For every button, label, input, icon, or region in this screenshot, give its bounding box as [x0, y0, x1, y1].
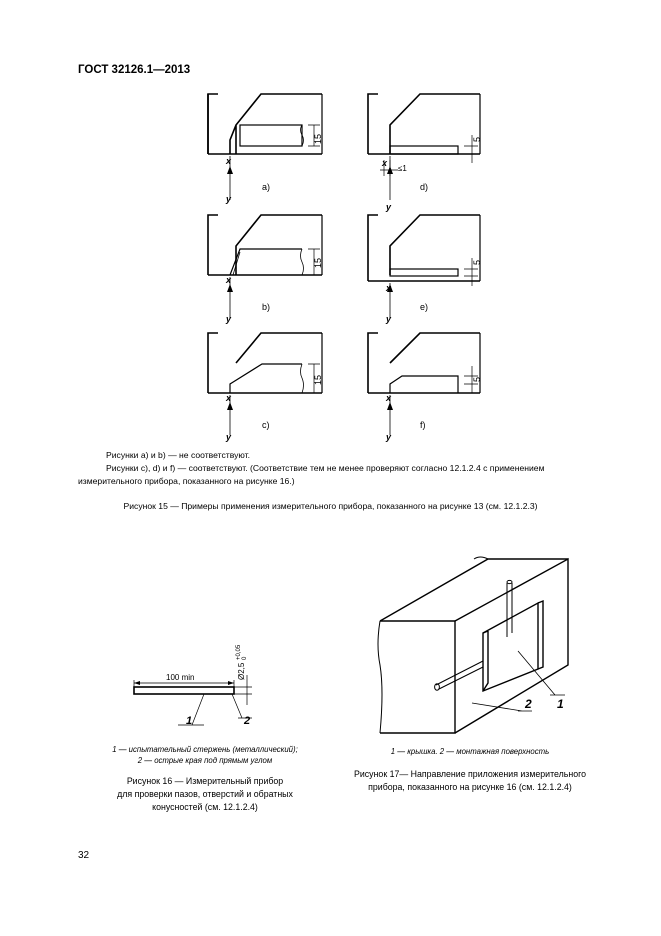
figure-15-note-2: Рисунки с), d) и f) — соответствуют. (Соответствие тем не менее проверяют согласно 12.1.2.4 с применением	[106, 463, 545, 473]
figure-16-callout-2: 2	[244, 715, 251, 727]
figure-16-legend-1: 1 — испытательный стержень (металлический);	[112, 745, 298, 754]
figure-17-caption-line-1: Рисунок 17— Направление приложения измерительного	[354, 769, 586, 779]
figure-17-drawing	[370, 545, 580, 740]
standard-header: ГОСТ 32126.1—2013	[78, 64, 191, 76]
page-number: 32	[78, 850, 90, 861]
figure-16-caption-line-1: Рисунок 16 — Измерительный прибор	[126, 776, 284, 786]
panel-a-y-label: y	[226, 194, 232, 204]
panel-b-label: b)	[262, 302, 271, 312]
panel-e-label: e)	[420, 302, 429, 312]
panel-a-dim: 15	[313, 133, 323, 144]
panel-a-label: a)	[262, 182, 271, 192]
panel-c-dim: 15	[313, 374, 323, 385]
panel-b-y-label: y	[226, 314, 232, 324]
figure-15-drawing	[0, 0, 661, 460]
panel-c-y-label: y	[226, 432, 232, 442]
panel-d-dim: 5	[472, 136, 482, 142]
panel-f-x-label: x	[386, 393, 392, 403]
panel-e-y-label: y	[386, 314, 392, 324]
panel-d-y-label: y	[386, 202, 392, 212]
panel-e-x-label: x	[386, 283, 392, 293]
figure-15-note-1: Рисунки а) и b) — не соответствуют.	[106, 450, 250, 460]
figure-15-note-3: измерительного прибора, показанного на рисунке 16.)	[78, 476, 295, 486]
figure-17-caption-line-2: прибора, показанного на рисунке 16 (см. 12.1.2.4)	[368, 782, 572, 792]
panel-f-dim: 5	[472, 376, 482, 382]
panel-a-x-label: x	[226, 156, 232, 166]
figure-17-callout-1: 1	[557, 697, 564, 711]
panel-e-dim: 5	[472, 259, 482, 265]
figure-17-callout-2: 2	[525, 697, 532, 711]
figure-16-caption	[100, 775, 310, 814]
figure-16-tolerance-lower: 0	[242, 656, 248, 660]
panel-b-x-label: x	[226, 275, 232, 285]
figure-16-caption-line-2: для проверки пазов, отверстий и обратных	[117, 789, 293, 799]
figure-15-caption: Рисунок 15 — Примеры применения измерительного прибора, показанного на рисунке 13 (см. 12.1.2.3)	[123, 501, 538, 511]
figure-16-callout-1: 1	[186, 715, 193, 727]
figure-16-caption-line-3: конусностей (см. 12.1.2.4)	[152, 802, 258, 812]
figure-16-legend-2: 2 — острые края под прямым углом	[137, 756, 273, 765]
figure-17-legend: 1 — крышка. 2 — монтажная поверхность	[390, 747, 550, 756]
panel-f-y-label: y	[386, 432, 392, 442]
figure-16-tolerance-upper: +0,05	[236, 644, 242, 660]
panel-d-label: d)	[420, 182, 429, 192]
panel-d-x-label: x	[382, 158, 388, 168]
panel-f-label: f)	[420, 420, 426, 430]
panel-c-x-label: x	[226, 393, 232, 403]
figure-16-legend	[90, 744, 320, 766]
panel-b-dim: 15	[313, 257, 323, 268]
panel-c-label: c)	[262, 420, 270, 430]
figure-16-diameter-dim: Ø2,5	[237, 662, 246, 680]
figure-16-drawing	[120, 630, 280, 740]
panel-d-extra-dim: ≤1	[398, 164, 407, 173]
figure-17-caption	[330, 768, 610, 794]
figure-16-length-dim: 100 min	[166, 673, 195, 682]
